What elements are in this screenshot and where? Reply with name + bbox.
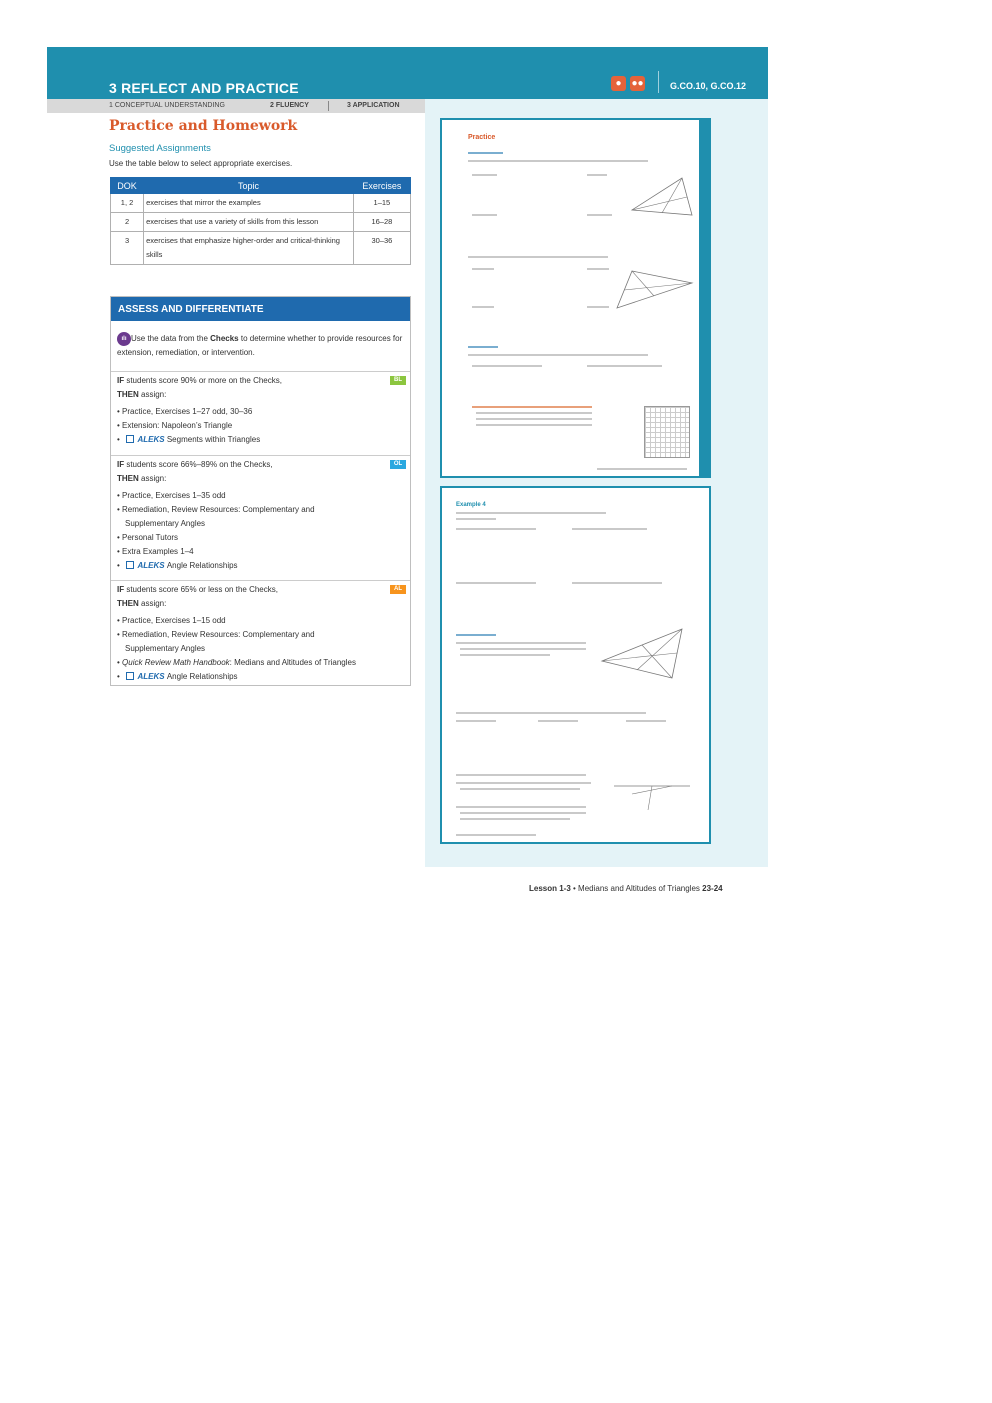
- text-line: [472, 174, 497, 176]
- text-line: [456, 712, 646, 714]
- text-line: [456, 642, 586, 644]
- text-line: [472, 268, 494, 270]
- text-line: [460, 648, 586, 650]
- aleks-logo: ALEKS: [137, 435, 165, 444]
- aleks-topic: Angle Relationships: [166, 672, 238, 681]
- exercises-cell: 30–36: [353, 232, 410, 265]
- topic-header: Topic: [144, 178, 354, 194]
- table-row: [111, 194, 411, 213]
- text-line: [476, 418, 592, 420]
- text-line: [456, 518, 496, 520]
- aleks-list-item: [117, 433, 404, 447]
- exercises-header: Exercises: [353, 178, 410, 194]
- text-line: [472, 214, 497, 216]
- triangle-figure: [612, 778, 692, 813]
- text-line: [456, 582, 536, 584]
- list-item: Supplementary Angles: [125, 644, 206, 653]
- practice-heading: Practice and Homework: [109, 118, 298, 134]
- text-line: [476, 424, 592, 426]
- then-label: THEN: [117, 390, 139, 399]
- text-line: [572, 582, 662, 584]
- then-text: assign:: [138, 474, 167, 483]
- list-item: • Practice, Exercises 1–35 odd: [117, 491, 226, 500]
- text-line: [476, 412, 592, 414]
- header-icons: [611, 76, 645, 91]
- text-line: [460, 812, 586, 814]
- then-label: THEN: [117, 474, 139, 483]
- text-line: [468, 346, 498, 348]
- exercises-cell: 1–15: [353, 194, 410, 213]
- al-badge: AL: [390, 585, 406, 594]
- footer-pages: 23-24: [702, 884, 723, 893]
- if-text: students score 65% or less on the Checks,: [124, 585, 278, 594]
- intro-post: to determine whether to provide resources for extension, remediation, or intervention.: [117, 334, 403, 358]
- aleks-icon: [126, 672, 134, 680]
- tab-conceptual-understanding[interactable]: 1 CONCEPTUAL UNDERSTANDING: [109, 102, 225, 109]
- page-edge-strip: [699, 120, 709, 476]
- text-line: [460, 818, 570, 820]
- coordinate-grid: [644, 406, 690, 458]
- ol-block: [111, 455, 410, 580]
- list-item: • Extra Examples 1–4: [117, 547, 194, 556]
- text-line: [456, 834, 536, 836]
- list-item: • Practice, Exercises 1–15 odd: [117, 616, 226, 625]
- table-row: [111, 232, 411, 265]
- aleks-icon: [126, 435, 134, 443]
- table-row: [111, 213, 411, 232]
- standards-label: G.CO.10, G.CO.12: [670, 81, 747, 91]
- aleks-icon: [126, 561, 134, 569]
- table-intro-text: Use the table below to select appropriate exercises.: [109, 159, 293, 168]
- bullet: •: [117, 435, 120, 444]
- header-divider: [658, 71, 659, 93]
- qr-list-item: [117, 656, 404, 670]
- triangle-figure: [627, 175, 697, 220]
- suggested-assignments-heading: Suggested Assignments: [109, 143, 211, 154]
- student-page-thumbnail-2: [440, 486, 711, 844]
- list-item: • Practice, Exercises 1–27 odd, 30–36: [117, 407, 253, 416]
- aleks-topic: Angle Relationships: [166, 561, 238, 570]
- dok-table: [110, 177, 411, 265]
- list-item: • Remediation, Review Resources: Complementary and: [117, 505, 315, 514]
- bl-block: [111, 371, 410, 455]
- data-icon: ılı: [117, 332, 131, 346]
- list-item: Supplementary Angles: [125, 519, 206, 528]
- assess-intro: [117, 332, 407, 360]
- text-line: [456, 528, 536, 530]
- topic-cell: exercises that mirror the examples: [144, 194, 354, 213]
- text-line: [472, 365, 542, 367]
- tab-application[interactable]: 3 APPLICATION: [347, 102, 400, 109]
- dok-cell: 3: [111, 232, 144, 265]
- aleks-topic: Segments within Triangles: [166, 435, 261, 444]
- person-icon: ●: [611, 76, 626, 91]
- text-line: [456, 774, 586, 776]
- text-line: [456, 512, 606, 514]
- aleks-logo: ALEKS: [137, 672, 165, 681]
- text-line: [538, 720, 578, 722]
- lesson-subnav: [47, 99, 425, 113]
- aleks-logo: ALEKS: [137, 561, 165, 570]
- text-line: [626, 720, 666, 722]
- intro-bold: Checks: [210, 334, 239, 344]
- text-line: [460, 788, 580, 790]
- triangle-figure: [612, 268, 697, 313]
- if-label: IF: [117, 460, 125, 469]
- list-item: • Extension: Napoleon’s Triangle: [117, 421, 233, 430]
- footer-sep: •: [570, 884, 579, 893]
- text-line: [460, 654, 550, 656]
- text-line: [597, 468, 687, 470]
- qr-rest: : Medians and Altitudes of Triangles: [229, 658, 356, 667]
- group-icon: ●●: [631, 78, 644, 89]
- assess-heading: ASSESS AND DIFFERENTIATE: [111, 297, 410, 321]
- qr-title: Quick Review Math Handbook: [122, 658, 230, 667]
- text-line: [587, 365, 662, 367]
- triangle-figure: [597, 626, 687, 681]
- list-item: • Personal Tutors: [117, 533, 179, 542]
- bullet: •: [117, 658, 120, 667]
- aleks-list-item: [117, 559, 404, 573]
- dok-cell: 2: [111, 213, 144, 232]
- tab-divider: [328, 101, 329, 111]
- topic-cell: exercises that emphasize higher-order and critical-thinking skills: [144, 232, 354, 265]
- dok-cell: 1, 2: [111, 194, 144, 213]
- text-line: [456, 782, 591, 784]
- text-line: [456, 806, 586, 808]
- tab-fluency[interactable]: 2 FLUENCY: [270, 102, 309, 109]
- text-line: [456, 720, 496, 722]
- footer-title: Medians and Altitudes of Triangles: [578, 884, 703, 893]
- then-label: THEN: [117, 599, 139, 608]
- if-text: students score 66%–89% on the Checks,: [124, 460, 273, 469]
- thumbnail-title: Example 4: [456, 502, 486, 508]
- al-block: [111, 580, 410, 685]
- text-line: [468, 152, 503, 154]
- text-line: [472, 306, 494, 308]
- text-line: [456, 634, 496, 636]
- text-line: [587, 174, 607, 176]
- bullet: •: [117, 672, 120, 681]
- text-line: [587, 306, 609, 308]
- text-line: [468, 354, 648, 356]
- then-text: assign:: [138, 599, 167, 608]
- bullet: •: [117, 561, 120, 570]
- if-label: IF: [117, 585, 125, 594]
- assess-differentiate-box: [110, 296, 411, 686]
- student-page-thumbnail-1: [440, 118, 711, 478]
- topic-cell: exercises that use a variety of skills from this lesson: [144, 213, 354, 232]
- aleks-list-item: [117, 670, 404, 684]
- text-line: [587, 214, 612, 216]
- if-text: students score 90% or more on the Checks,: [124, 376, 282, 385]
- intro-pre: Use the data from the: [131, 334, 211, 344]
- section-title: 3 REFLECT AND PRACTICE: [109, 80, 299, 96]
- ol-badge: OL: [390, 460, 406, 469]
- text-line: [468, 256, 608, 258]
- then-text: assign:: [138, 390, 167, 399]
- exercises-cell: 16–28: [353, 213, 410, 232]
- text-line: [572, 528, 647, 530]
- text-line: [587, 268, 609, 270]
- text-line: [472, 406, 592, 408]
- text-line: [468, 160, 648, 162]
- list-item: • Remediation, Review Resources: Complementary and: [117, 630, 315, 639]
- page-footer: [529, 884, 723, 893]
- thumbnail-title: Practice: [468, 134, 496, 141]
- bl-badge: BL: [390, 376, 406, 385]
- dok-header: DOK: [111, 178, 144, 194]
- footer-lesson: Lesson 1-3: [529, 884, 571, 893]
- if-label: IF: [117, 376, 125, 385]
